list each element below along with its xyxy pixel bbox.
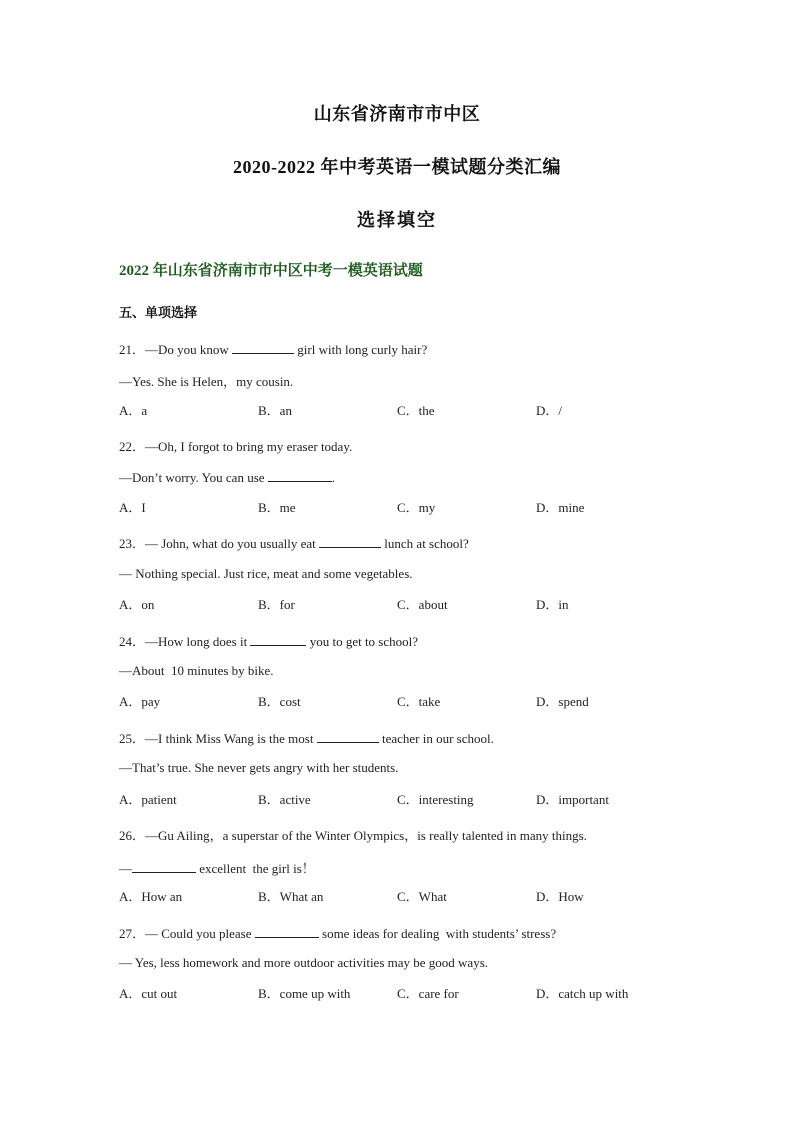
question-text: 27．— Could you please	[119, 926, 255, 941]
option-b: B．come up with	[258, 986, 351, 1001]
answer-blank	[317, 730, 379, 743]
question-reply: —Yes. She is Helen，my cousin.	[119, 374, 294, 389]
option-b: B．What an	[258, 889, 324, 904]
question-text: 23．— John, what do you usually eat	[119, 536, 320, 551]
option-b: B．active	[258, 792, 311, 807]
answer-blank	[319, 535, 381, 548]
option-c: C．my	[397, 500, 436, 515]
section-title: 五、单项选择	[119, 305, 198, 320]
question-text: 24．—How long does it	[119, 634, 251, 649]
question-text: 25．—I think Miss Wang is the most	[119, 731, 317, 746]
option-a: A．patient	[119, 792, 177, 807]
question-stem	[119, 339, 427, 358]
question-text: lunch at school?	[381, 536, 469, 551]
option-a: A．I	[119, 500, 146, 515]
question-text: you to get to school?	[306, 634, 419, 649]
option-c: C．the	[397, 403, 435, 418]
document-title-line3: 选择填空	[357, 210, 437, 230]
option-a: A．on	[119, 597, 155, 612]
question-stem	[119, 631, 418, 650]
answer-blank	[132, 860, 196, 873]
option-c: C．take	[397, 694, 441, 709]
document-title-line1: 山东省济南市市中区	[313, 104, 481, 124]
question-text: teacher in our school.	[378, 731, 494, 746]
option-b: B．cost	[258, 694, 301, 709]
question-stem	[119, 533, 469, 552]
question-stem: 26．—Gu Ailing，a superstar of the Winter Olympics，is really talented in many things.	[119, 828, 587, 843]
option-d: D．How	[536, 889, 584, 904]
question-text: 21．—Do you know	[119, 342, 233, 357]
option-b: B．an	[258, 403, 292, 418]
question-reply: — Nothing special. Just rice, meat and some vegetables.	[119, 566, 413, 581]
question-text: some ideas for dealing with students’ stress?	[318, 926, 557, 941]
option-d: D．/	[536, 403, 563, 418]
option-c: C．about	[397, 597, 448, 612]
question-reply	[119, 469, 335, 486]
option-a: A．pay	[119, 694, 161, 709]
option-c: C．interesting	[397, 792, 474, 807]
question-reply: — Yes, less homework and more outdoor activities may be good ways.	[119, 955, 489, 970]
option-d: D．spend	[536, 694, 589, 709]
option-a: A．cut out	[119, 986, 178, 1001]
question-text: —	[119, 861, 132, 876]
question-text: —Don’t worry. You can use	[119, 470, 268, 485]
question-text: excellent the girl is！	[196, 861, 315, 876]
answer-blank	[250, 633, 306, 646]
option-c: C．What	[397, 889, 447, 904]
document-title-line2: 2020-2022 年中考英语一模试题分类汇编	[233, 157, 561, 177]
option-d: D．in	[536, 597, 569, 612]
exam-title: 2022 年山东省济南市市中区中考一模英语试题	[119, 263, 423, 279]
option-b: B．for	[258, 597, 295, 612]
answer-blank	[232, 341, 294, 354]
question-stem: 22．—Oh, I forgot to bring my eraser today.	[119, 439, 353, 454]
question-reply: —That’s true. She never gets angry with her students.	[119, 760, 399, 775]
question-stem	[119, 923, 556, 942]
question-text: girl with long curly hair?	[294, 342, 428, 357]
option-c: C．care for	[397, 986, 459, 1001]
option-a: A．a	[119, 403, 148, 418]
question-reply: —About 10 minutes by bike.	[119, 663, 274, 678]
answer-blank	[255, 925, 319, 938]
question-stem	[119, 728, 494, 747]
question-reply	[119, 858, 315, 877]
answer-blank	[268, 469, 332, 482]
option-d: D．mine	[536, 500, 585, 515]
option-d: D．catch up with	[536, 986, 629, 1001]
option-b: B．me	[258, 500, 296, 515]
question-text: .	[331, 470, 336, 485]
option-d: D．important	[536, 792, 609, 807]
option-a: A．How an	[119, 889, 183, 904]
